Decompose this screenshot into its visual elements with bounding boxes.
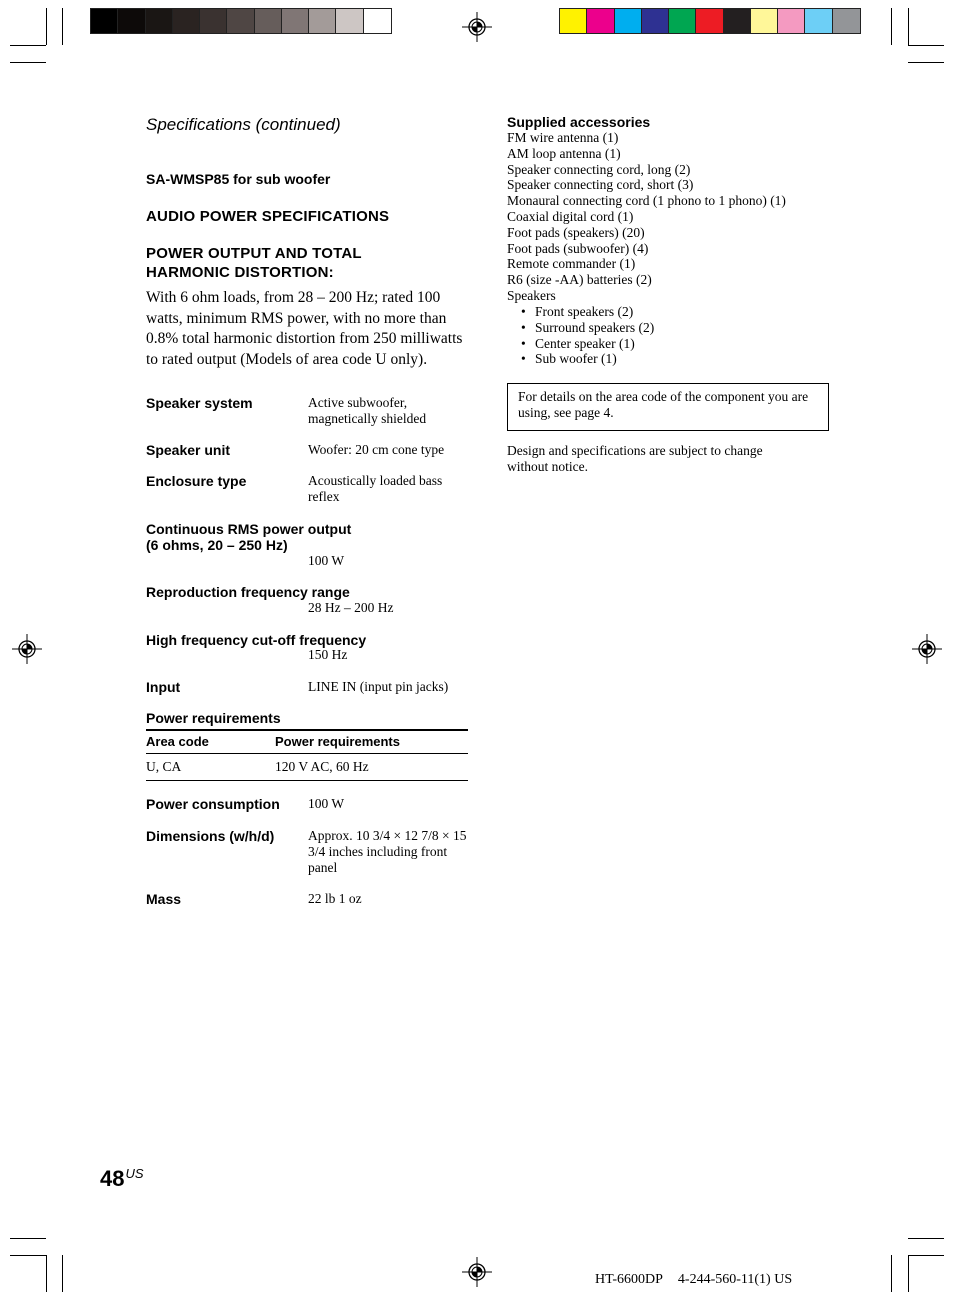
spec-label-power-requirements: Power requirements bbox=[146, 710, 281, 726]
spec-value-dimensions: Approx. 10 3/4 × 12 7/8 × 15 3/4 inches including front panel bbox=[308, 828, 467, 875]
crop-mark bbox=[908, 1255, 944, 1256]
process-swatch bbox=[833, 9, 860, 33]
page-number bbox=[100, 1166, 144, 1192]
crop-mark bbox=[908, 45, 944, 46]
crop-mark bbox=[10, 1255, 46, 1256]
list-item: Remote commander (1) bbox=[507, 256, 636, 272]
accessories-list bbox=[507, 130, 837, 304]
list-item: • Sub woofer (1) bbox=[521, 351, 821, 367]
grayscale-swatch bbox=[282, 9, 309, 33]
spec-label-dimensions: Dimensions (w/h/d) bbox=[146, 828, 275, 844]
spec-value-input: LINE IN (input pin jacks) bbox=[308, 679, 449, 694]
list-item: R6 (size -AA) batteries (2) bbox=[507, 272, 652, 288]
section-title: Specifications (continued) bbox=[146, 115, 341, 134]
table-cell: 120 V AC, 60 Hz bbox=[275, 754, 468, 781]
accessories-heading: Supplied accessories bbox=[507, 114, 651, 130]
model-heading: SA-WMSP85 for sub woofer bbox=[146, 171, 331, 187]
grayscale-swatch bbox=[227, 9, 254, 33]
registration-mark-icon bbox=[12, 634, 42, 664]
table-row bbox=[146, 754, 468, 781]
spec-label-frequency-range: Reproduction frequency range bbox=[146, 584, 350, 600]
spec-value-rms: 100 W bbox=[308, 553, 345, 568]
process-color-bar bbox=[559, 8, 861, 34]
table-header-area-code: Area code bbox=[146, 730, 275, 754]
list-item: Speaker connecting cord, long (2) bbox=[507, 161, 691, 177]
spec-value-consumption: 100 W bbox=[308, 796, 345, 811]
power-output-heading-line: POWER OUTPUT AND TOTAL bbox=[146, 245, 362, 262]
spec-label-cutoff: High frequency cut-off frequency bbox=[146, 632, 367, 648]
area-code-note: For details on the area code of the component you are using, see page 4. bbox=[507, 383, 829, 431]
spec-label-speaker-system: Speaker system bbox=[146, 395, 253, 411]
spec-value-frequency-range: 28 Hz – 200 Hz bbox=[308, 600, 394, 615]
crop-mark bbox=[891, 8, 892, 45]
grayscale-swatch bbox=[118, 9, 145, 33]
crop-mark bbox=[46, 8, 47, 45]
page-number-value: 48 bbox=[100, 1166, 125, 1191]
table-header-row bbox=[146, 730, 468, 754]
spec-label-consumption: Power consumption bbox=[146, 796, 280, 812]
power-output-body: With 6 ohm loads, from 28 – 200 Hz; rated 100 watts, minimum RMS power, with no more than 0.8% total harmonic distortion from 250 milliwatts to rated output (Models of area code U only). bbox=[146, 289, 463, 368]
grayscale-swatch bbox=[364, 9, 391, 33]
table-cell: U, CA bbox=[146, 754, 275, 781]
list-item: • Front speakers (2) bbox=[521, 304, 821, 320]
grayscale-swatch bbox=[255, 9, 282, 33]
process-swatch bbox=[778, 9, 805, 33]
crop-mark bbox=[908, 1255, 909, 1292]
crop-mark bbox=[10, 62, 46, 63]
table-header-power-requirements: Power requirements bbox=[275, 730, 468, 754]
footer-model-code bbox=[595, 1272, 792, 1288]
registration-mark-icon bbox=[462, 12, 492, 42]
spec-label-line: (6 ohms, 20 – 250 Hz) bbox=[146, 537, 288, 553]
list-item: Foot pads (subwoofer) (4) bbox=[507, 240, 649, 256]
list-item: • Center speaker (1) bbox=[521, 336, 821, 352]
list-item: AM loop antenna (1) bbox=[507, 145, 621, 161]
disclaimer: Design and specifications are subject to change without notice. bbox=[507, 443, 763, 474]
spec-label-speaker-unit: Speaker unit bbox=[146, 442, 231, 458]
audio-power-heading: AUDIO POWER SPECIFICATIONS bbox=[146, 208, 390, 225]
page-number-suffix: US bbox=[125, 1166, 144, 1181]
grayscale-color-bar bbox=[90, 8, 392, 34]
spec-label-mass: Mass bbox=[146, 891, 182, 907]
crop-mark bbox=[891, 1255, 892, 1292]
grayscale-swatch bbox=[146, 9, 173, 33]
grayscale-swatch bbox=[91, 9, 118, 33]
crop-mark bbox=[62, 1255, 63, 1292]
process-swatch bbox=[751, 9, 778, 33]
process-swatch bbox=[696, 9, 723, 33]
crop-mark bbox=[908, 1238, 944, 1239]
power-requirements-table bbox=[146, 729, 468, 781]
list-item: Coaxial digital cord (1) bbox=[507, 208, 634, 224]
list-item: Monaural connecting cord (1 phono to 1 phono) (1) bbox=[507, 193, 786, 209]
part-number: 4-244-560-11(1) US bbox=[677, 1272, 793, 1287]
spec-value-cutoff: 150 Hz bbox=[308, 647, 348, 662]
list-item: Speaker connecting cord, short (3) bbox=[507, 177, 694, 193]
process-swatch bbox=[805, 9, 832, 33]
crop-mark bbox=[10, 1238, 46, 1239]
crop-mark bbox=[10, 45, 46, 46]
spec-label-input: Input bbox=[146, 679, 181, 695]
process-swatch bbox=[587, 9, 614, 33]
process-swatch bbox=[669, 9, 696, 33]
spec-label-enclosure: Enclosure type bbox=[146, 473, 247, 489]
list-item: Foot pads (speakers) (20) bbox=[507, 224, 645, 240]
spec-label-line: Continuous RMS power output bbox=[146, 521, 352, 537]
grayscale-swatch bbox=[336, 9, 363, 33]
list-item: Speakers bbox=[507, 287, 556, 303]
spec-value-mass: 22 lb 1 oz bbox=[308, 891, 362, 906]
registration-mark-icon bbox=[912, 634, 942, 664]
grayscale-swatch bbox=[173, 9, 200, 33]
process-swatch bbox=[642, 9, 669, 33]
list-item: FM wire antenna (1) bbox=[507, 130, 619, 145]
crop-mark bbox=[908, 62, 944, 63]
process-swatch bbox=[724, 9, 751, 33]
spec-value-speaker-system: Active subwoofer, magnetically shielded bbox=[308, 395, 427, 426]
process-swatch bbox=[560, 9, 587, 33]
process-swatch bbox=[615, 9, 642, 33]
list-item: • Surround speakers (2) bbox=[521, 320, 821, 336]
registration-mark-icon bbox=[462, 1257, 492, 1287]
spec-value-enclosure: Acoustically loaded bass reflex bbox=[308, 473, 443, 504]
spec-label-rms bbox=[146, 521, 351, 553]
spec-value-speaker-unit: Woofer: 20 cm cone type bbox=[308, 442, 445, 457]
speakers-list bbox=[507, 304, 821, 367]
crop-mark bbox=[46, 1255, 47, 1292]
crop-mark bbox=[908, 8, 909, 45]
grayscale-swatch bbox=[309, 9, 336, 33]
power-output-heading bbox=[146, 244, 362, 282]
crop-mark bbox=[62, 8, 63, 45]
power-output-heading-line: HARMONIC DISTORTION: bbox=[146, 264, 334, 281]
grayscale-swatch bbox=[200, 9, 227, 33]
model-code: HT-6600DP bbox=[595, 1272, 663, 1287]
